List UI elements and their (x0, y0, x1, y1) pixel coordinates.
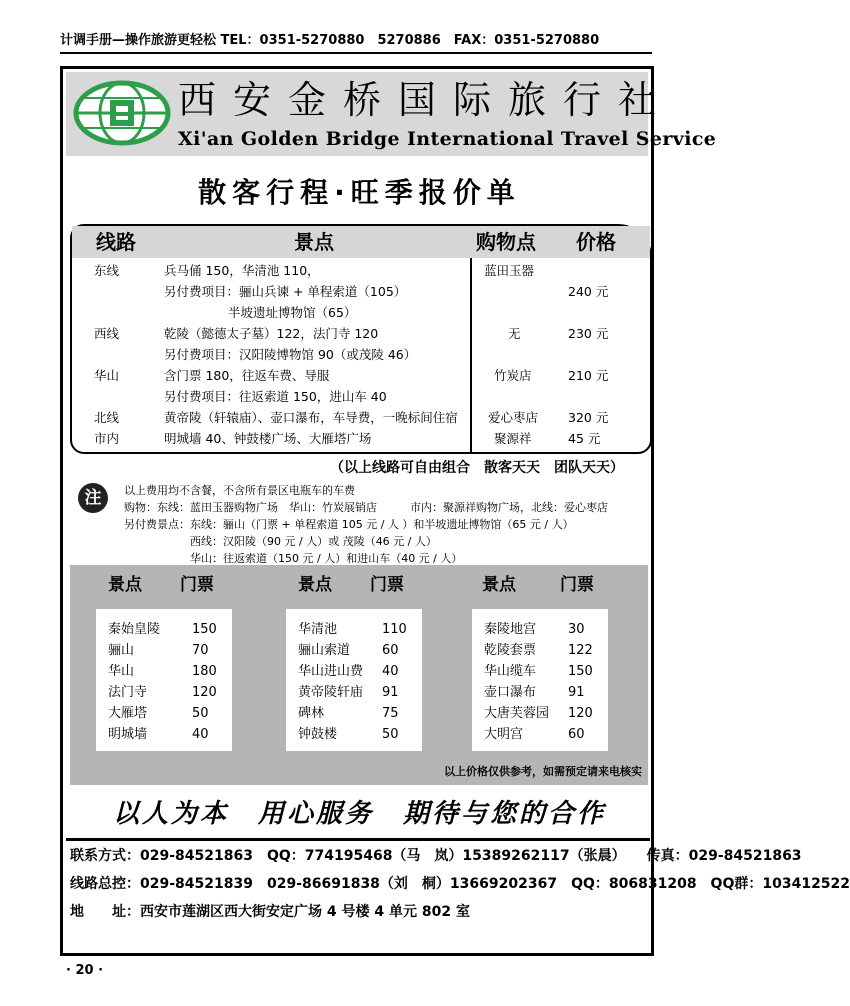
column-divider (470, 258, 472, 454)
ticket-header-price: 门票 (180, 575, 214, 595)
note-icon: 注 (78, 483, 108, 513)
divider (66, 838, 650, 841)
page-number: · 20 · (66, 963, 104, 978)
header-sights: 景点 (294, 230, 334, 254)
ticket-price-area (70, 565, 648, 785)
route-table: 线路 景点 购物点 价格 东线 兵马俑 150，华清池 110， 蓝田玉器 另付费项目：骊山兵谏 + 单程索道（105） 240 元 半坡遗址博物馆（65） 西线 乾陵（懿德太子墓）122，法门寺 120 无 230 元 另付费项目：汉阳陵博物馆 90（或茂陵 46） 华山 含门票 180，往返车费、导服 竹炭店 210 元 另付费项目：往返索道 150，进山车 40 北线 黄帝陵（轩辕庙）、壶口瀑布，车导费，一晚标间住宿 爱心枣店 320 元 市内 明城墙 40、钟鼓楼广场、大雁塔广场 聚源祥 45 元 (70, 224, 652, 454)
note-line: 西线：汉阳陵（90 元 / 人）或 茂陵（46 元 / 人） (190, 535, 437, 548)
slogan: 以人为本 用心服务 期待与您的合作 (112, 799, 606, 829)
route-table-header (72, 226, 650, 258)
note-line: 购物：东线：蓝田玉器购物广场 华山：竹炭展销店 市内：聚源祥购物广场，北线：爱心枣店 (124, 501, 608, 514)
page-title: 散客行程·旺季报价单 (198, 176, 521, 209)
contact-line: 联系方式：029-84521863 QQ：774195468（马 岚）15389262117（张晨） 传真：029-84521863 (70, 848, 802, 864)
ticket-list: 华清池 110 骊山索道 60 华山进山费 40 黄帝陵轩庙 91 碑林 75 钟鼓楼 50 (286, 609, 422, 751)
ticket-header-price: 门票 (560, 575, 594, 595)
header-route: 线路 (96, 230, 136, 254)
note-line: 另付费景点：东线：骊山（门票 + 单程索道 105 元 / 人 ）和半坡遗址博物馆（65 元 / 人） (124, 518, 574, 531)
ticket-header-sight: 景点 (482, 575, 516, 595)
top-bar: 计调手册—操作旅游更轻松 TEL：0351-5270880 5270886 FAX：0351-5270880 (60, 30, 652, 54)
ticket-note: 以上价格仅供参考，如需预定请来电核实 (444, 765, 642, 778)
company-name-cn: 西安金桥国际旅行社 (178, 78, 674, 122)
ticket-list: 秦陵地宫 30 乾陵套票 122 华山缆车 150 壶口瀑布 91 大唐芙蓉园 120 大明宫 60 (472, 609, 608, 751)
note-line: 以上费用均不含餐，不含所有景区电瓶车的车费 (124, 484, 355, 497)
address-line: 地 址：西安市莲湖区西大街安定广场 4 号楼 4 单元 802 室 (70, 904, 470, 920)
ticket-list: 秦始皇陵 150 骊山 70 华山 180 法门寺 120 大雁塔 50 明城墙 40 (96, 609, 232, 751)
ticket-header-price: 门票 (370, 575, 404, 595)
ticket-header-sight: 景点 (108, 575, 142, 595)
note-line: 华山：往返索道（150 元 / 人）和进山车（40 元 / 人） (190, 552, 463, 565)
header-price: 价格 (576, 230, 616, 254)
route-note: （以上线路可自由组合 散客天天 团队天天） (330, 460, 624, 476)
ticket-header-sight: 景点 (298, 575, 332, 595)
company-name-en: Xi'an Golden Bridge International Travel Service (178, 128, 717, 150)
header-shop: 购物点 (476, 230, 536, 254)
contact-line: 线路总控：029-84521839 029-86691838（刘 桐）13669202367 QQ：806831208 QQ群：103412522 (70, 876, 850, 892)
company-logo-icon (72, 78, 172, 148)
